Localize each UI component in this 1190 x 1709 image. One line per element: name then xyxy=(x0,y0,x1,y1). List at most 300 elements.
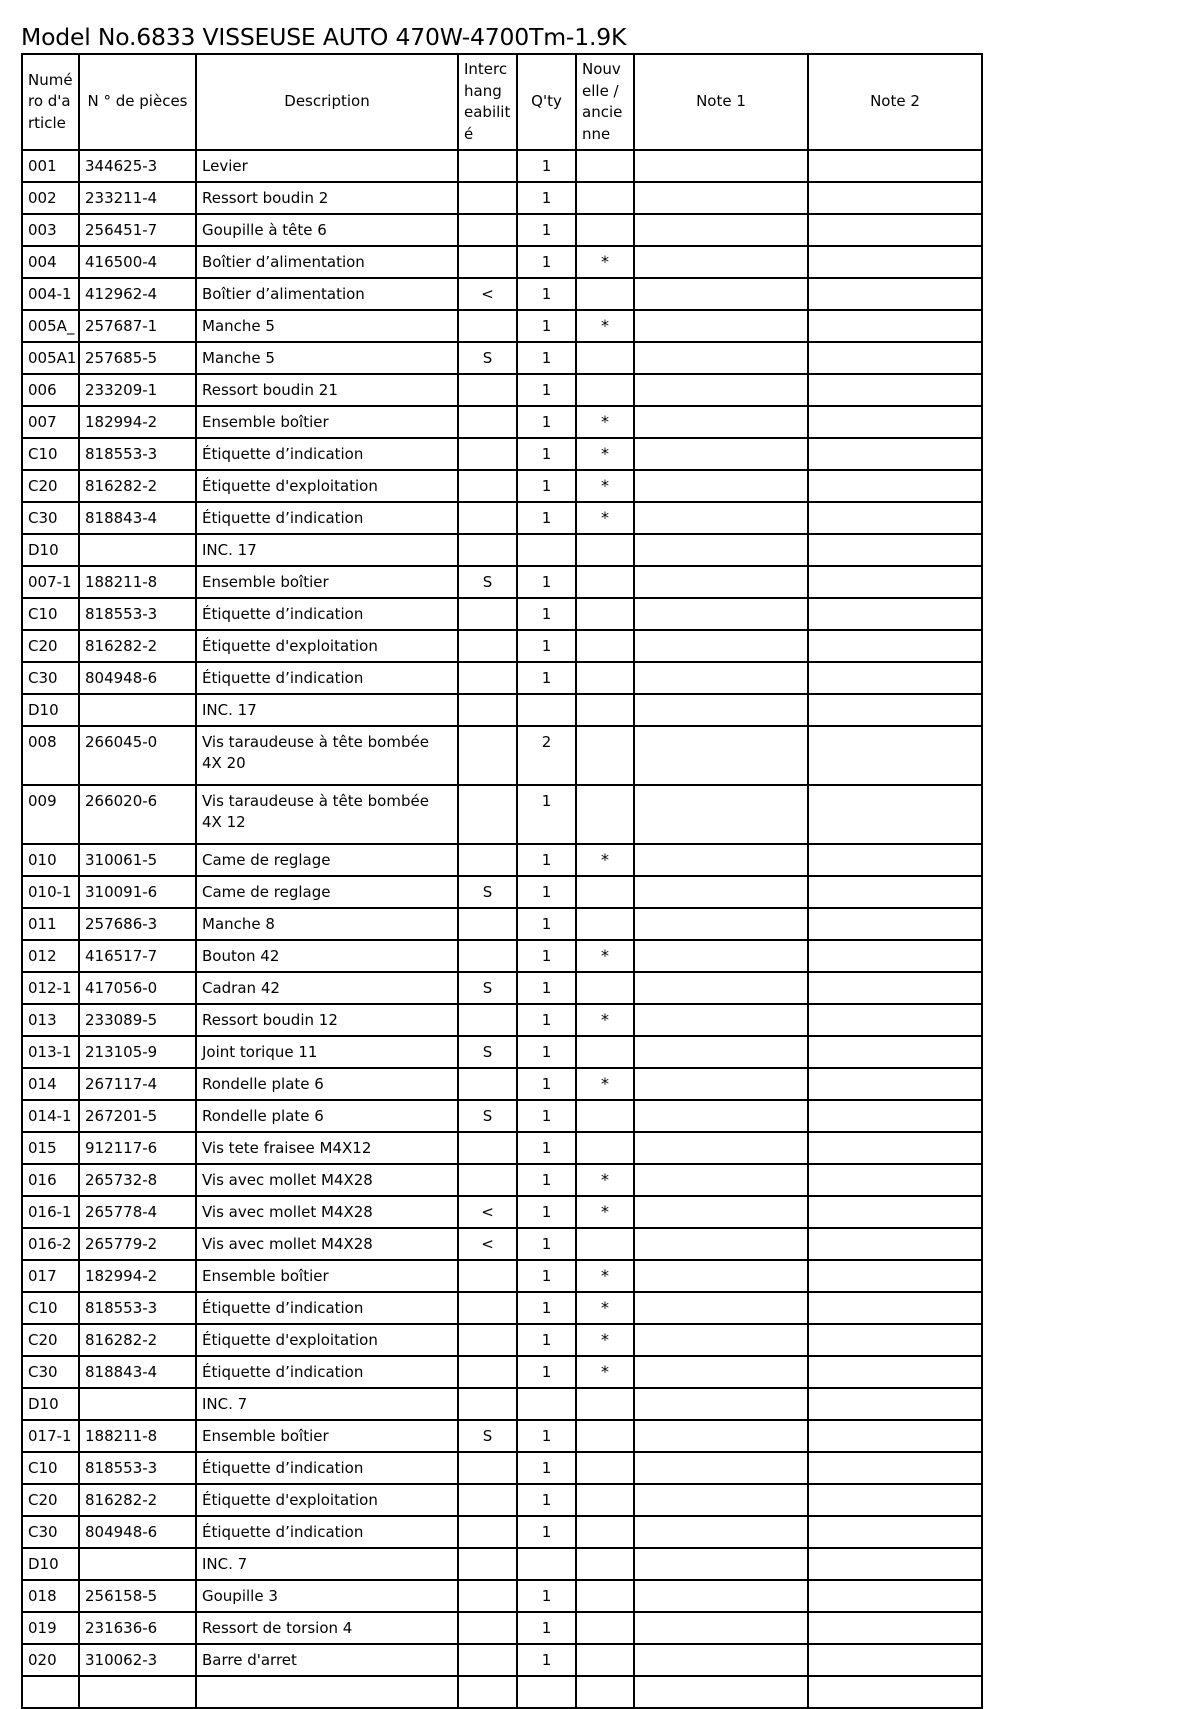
cell-new-old xyxy=(576,534,634,566)
cell-description: Vis taraudeuse à tête bombée 4X 20 xyxy=(196,726,458,785)
cell-item-number: 019 xyxy=(22,1612,79,1644)
cell-part-number: 417056-0 xyxy=(79,972,196,1004)
cell-note-1 xyxy=(634,1516,808,1548)
table-row xyxy=(22,1228,982,1260)
header-new-old: Nouv elle / ancie nne xyxy=(576,54,634,150)
cell-part-number: 257686-3 xyxy=(79,908,196,940)
table-row xyxy=(22,1676,982,1708)
cell-part-number: 233089-5 xyxy=(79,1004,196,1036)
cell-quantity xyxy=(517,1676,576,1708)
cell-note-1 xyxy=(634,908,808,940)
cell-item-number: 010 xyxy=(22,844,79,876)
cell-note-2 xyxy=(808,1612,982,1644)
cell-item-number: C20 xyxy=(22,630,79,662)
cell-note-2 xyxy=(808,1452,982,1484)
cell-quantity: 1 xyxy=(517,406,576,438)
cell-note-2 xyxy=(808,246,982,278)
cell-part-number: 188211-8 xyxy=(79,1420,196,1452)
cell-note-1 xyxy=(634,1100,808,1132)
cell-description: Étiquette d'exploitation xyxy=(196,630,458,662)
cell-note-2 xyxy=(808,502,982,534)
cell-note-1 xyxy=(634,1260,808,1292)
cell-interchangeability xyxy=(458,726,517,785)
cell-new-old xyxy=(576,1100,634,1132)
cell-description xyxy=(196,1676,458,1708)
cell-interchangeability xyxy=(458,1324,517,1356)
cell-new-old xyxy=(576,876,634,908)
cell-description: INC. 7 xyxy=(196,1548,458,1580)
cell-part-number xyxy=(79,1548,196,1580)
cell-description: Manche 5 xyxy=(196,310,458,342)
cell-description: Ressort de torsion 4 xyxy=(196,1612,458,1644)
cell-quantity: 1 xyxy=(517,182,576,214)
cell-part-number: 233211-4 xyxy=(79,182,196,214)
table-row xyxy=(22,1548,982,1580)
cell-new-old xyxy=(576,374,634,406)
header-item-number: Numé ro d'a rticle xyxy=(22,54,79,150)
cell-description: Ensemble boîtier xyxy=(196,1260,458,1292)
cell-item-number: 017 xyxy=(22,1260,79,1292)
cell-part-number: 912117-6 xyxy=(79,1132,196,1164)
cell-quantity: 1 xyxy=(517,844,576,876)
cell-description: Étiquette d’indication xyxy=(196,1356,458,1388)
cell-note-2 xyxy=(808,844,982,876)
table-row xyxy=(22,342,982,374)
cell-note-1 xyxy=(634,876,808,908)
table-row xyxy=(22,598,982,630)
cell-interchangeability xyxy=(458,502,517,534)
cell-note-2 xyxy=(808,1260,982,1292)
cell-part-number: 310061-5 xyxy=(79,844,196,876)
cell-note-1 xyxy=(634,502,808,534)
cell-description: Joint torique 11 xyxy=(196,1036,458,1068)
cell-note-1 xyxy=(634,470,808,502)
cell-note-1 xyxy=(634,246,808,278)
cell-quantity xyxy=(517,534,576,566)
cell-quantity: 1 xyxy=(517,1036,576,1068)
cell-new-old xyxy=(576,566,634,598)
cell-interchangeability: S xyxy=(458,972,517,1004)
cell-part-number: 816282-2 xyxy=(79,1324,196,1356)
parts-table xyxy=(21,53,983,1709)
table-row xyxy=(22,1516,982,1548)
cell-new-old: * xyxy=(576,1260,634,1292)
cell-note-2 xyxy=(808,694,982,726)
cell-new-old: * xyxy=(576,470,634,502)
cell-description: Étiquette d’indication xyxy=(196,662,458,694)
cell-quantity: 1 xyxy=(517,1004,576,1036)
cell-quantity: 1 xyxy=(517,1420,576,1452)
cell-item-number: 002 xyxy=(22,182,79,214)
cell-new-old xyxy=(576,1420,634,1452)
cell-note-2 xyxy=(808,1548,982,1580)
cell-note-1 xyxy=(634,1196,808,1228)
table-row xyxy=(22,1100,982,1132)
cell-part-number: 416517-7 xyxy=(79,940,196,972)
cell-item-number: C10 xyxy=(22,598,79,630)
cell-item-number: 010-1 xyxy=(22,876,79,908)
cell-description: Vis avec mollet M4X28 xyxy=(196,1196,458,1228)
cell-item-number: C10 xyxy=(22,1452,79,1484)
cell-part-number: 818553-3 xyxy=(79,1452,196,1484)
table-row xyxy=(22,785,982,844)
cell-note-2 xyxy=(808,1068,982,1100)
cell-item-number: 016-2 xyxy=(22,1228,79,1260)
cell-description: Étiquette d’indication xyxy=(196,438,458,470)
table-row xyxy=(22,844,982,876)
cell-interchangeability: S xyxy=(458,1100,517,1132)
cell-note-1 xyxy=(634,1292,808,1324)
cell-quantity: 1 xyxy=(517,1452,576,1484)
cell-item-number: C20 xyxy=(22,470,79,502)
cell-new-old: * xyxy=(576,1068,634,1100)
cell-description: Étiquette d’indication xyxy=(196,1292,458,1324)
cell-description: Came de reglage xyxy=(196,876,458,908)
cell-new-old: * xyxy=(576,1004,634,1036)
cell-part-number: 804948-6 xyxy=(79,662,196,694)
cell-note-1 xyxy=(634,1388,808,1420)
cell-interchangeability xyxy=(458,1676,517,1708)
cell-item-number: 016 xyxy=(22,1164,79,1196)
cell-new-old: * xyxy=(576,502,634,534)
cell-item-number: C20 xyxy=(22,1324,79,1356)
cell-quantity: 1 xyxy=(517,1484,576,1516)
table-row xyxy=(22,438,982,470)
cell-part-number: 188211-8 xyxy=(79,566,196,598)
table-row xyxy=(22,1004,982,1036)
cell-description: Étiquette d’indication xyxy=(196,598,458,630)
table-row xyxy=(22,1068,982,1100)
cell-quantity: 1 xyxy=(517,1644,576,1676)
cell-item-number: 003 xyxy=(22,214,79,246)
cell-note-1 xyxy=(634,214,808,246)
cell-quantity: 1 xyxy=(517,438,576,470)
cell-new-old xyxy=(576,1388,634,1420)
cell-interchangeability xyxy=(458,908,517,940)
cell-note-1 xyxy=(634,1580,808,1612)
cell-note-2 xyxy=(808,310,982,342)
cell-description: Goupille 3 xyxy=(196,1580,458,1612)
cell-new-old xyxy=(576,182,634,214)
cell-interchangeability xyxy=(458,1356,517,1388)
cell-new-old: * xyxy=(576,1164,634,1196)
cell-note-1 xyxy=(634,1484,808,1516)
cell-interchangeability xyxy=(458,630,517,662)
cell-note-2 xyxy=(808,374,982,406)
cell-interchangeability xyxy=(458,470,517,502)
table-row xyxy=(22,1356,982,1388)
cell-quantity xyxy=(517,694,576,726)
cell-interchangeability: S xyxy=(458,876,517,908)
cell-interchangeability xyxy=(458,182,517,214)
cell-item-number: 001 xyxy=(22,150,79,182)
cell-quantity xyxy=(517,1548,576,1580)
cell-note-2 xyxy=(808,406,982,438)
cell-quantity: 1 xyxy=(517,1292,576,1324)
cell-note-2 xyxy=(808,1100,982,1132)
table-row xyxy=(22,1196,982,1228)
cell-note-2 xyxy=(808,1164,982,1196)
cell-interchangeability xyxy=(458,1644,517,1676)
cell-note-2 xyxy=(808,1644,982,1676)
cell-note-2 xyxy=(808,438,982,470)
header-note-1: Note 1 xyxy=(634,54,808,150)
cell-description: Étiquette d’indication xyxy=(196,1452,458,1484)
cell-description: Ensemble boîtier xyxy=(196,406,458,438)
cell-new-old xyxy=(576,150,634,182)
cell-note-2 xyxy=(808,182,982,214)
cell-part-number: 816282-2 xyxy=(79,630,196,662)
cell-note-1 xyxy=(634,844,808,876)
cell-new-old: * xyxy=(576,1356,634,1388)
cell-new-old: * xyxy=(576,940,634,972)
cell-new-old xyxy=(576,726,634,785)
cell-item-number: D10 xyxy=(22,694,79,726)
cell-description: INC. 7 xyxy=(196,1388,458,1420)
cell-part-number: 265778-4 xyxy=(79,1196,196,1228)
table-row xyxy=(22,1132,982,1164)
cell-item-number: 012-1 xyxy=(22,972,79,1004)
cell-note-1 xyxy=(634,1036,808,1068)
header-part-number: N ° de pièces xyxy=(79,54,196,150)
cell-interchangeability xyxy=(458,1388,517,1420)
cell-new-old xyxy=(576,1484,634,1516)
cell-note-1 xyxy=(634,534,808,566)
cell-note-2 xyxy=(808,1228,982,1260)
cell-new-old: * xyxy=(576,1196,634,1228)
cell-note-2 xyxy=(808,972,982,1004)
cell-new-old xyxy=(576,1644,634,1676)
cell-interchangeability xyxy=(458,1004,517,1036)
cell-note-1 xyxy=(634,1676,808,1708)
cell-quantity: 1 xyxy=(517,598,576,630)
cell-interchangeability xyxy=(458,940,517,972)
cell-note-2 xyxy=(808,214,982,246)
cell-part-number: 818843-4 xyxy=(79,1356,196,1388)
cell-interchangeability: S xyxy=(458,342,517,374)
cell-note-2 xyxy=(808,1484,982,1516)
table-row xyxy=(22,1260,982,1292)
cell-item-number: 017-1 xyxy=(22,1420,79,1452)
cell-description: Cadran 42 xyxy=(196,972,458,1004)
cell-note-2 xyxy=(808,785,982,844)
table-row xyxy=(22,310,982,342)
cell-quantity: 1 xyxy=(517,374,576,406)
cell-quantity: 1 xyxy=(517,310,576,342)
cell-note-1 xyxy=(634,1452,808,1484)
cell-new-old xyxy=(576,694,634,726)
cell-part-number: 231636-6 xyxy=(79,1612,196,1644)
cell-description: Étiquette d'exploitation xyxy=(196,1484,458,1516)
cell-interchangeability xyxy=(458,662,517,694)
cell-quantity: 1 xyxy=(517,1164,576,1196)
cell-quantity: 1 xyxy=(517,940,576,972)
cell-note-1 xyxy=(634,940,808,972)
cell-note-2 xyxy=(808,534,982,566)
cell-new-old: * xyxy=(576,310,634,342)
cell-part-number: 182994-2 xyxy=(79,406,196,438)
cell-item-number: 014-1 xyxy=(22,1100,79,1132)
cell-item-number: D10 xyxy=(22,534,79,566)
cell-interchangeability: < xyxy=(458,278,517,310)
parts-table-body xyxy=(22,150,982,1708)
cell-description: INC. 17 xyxy=(196,694,458,726)
table-row xyxy=(22,374,982,406)
cell-quantity: 1 xyxy=(517,662,576,694)
cell-item-number: 005A1 xyxy=(22,342,79,374)
cell-item-number: D10 xyxy=(22,1388,79,1420)
cell-part-number: 818553-3 xyxy=(79,1292,196,1324)
cell-quantity: 1 xyxy=(517,630,576,662)
cell-quantity: 1 xyxy=(517,1516,576,1548)
cell-interchangeability: < xyxy=(458,1228,517,1260)
table-row xyxy=(22,502,982,534)
cell-part-number: 257685-5 xyxy=(79,342,196,374)
cell-interchangeability xyxy=(458,1132,517,1164)
cell-new-old xyxy=(576,278,634,310)
cell-new-old xyxy=(576,1452,634,1484)
cell-interchangeability: S xyxy=(458,566,517,598)
header-interchangeability: Interc hang eabilit é xyxy=(458,54,517,150)
table-row xyxy=(22,1612,982,1644)
cell-part-number: 266020-6 xyxy=(79,785,196,844)
cell-note-2 xyxy=(808,1580,982,1612)
cell-note-2 xyxy=(808,1004,982,1036)
cell-quantity: 1 xyxy=(517,908,576,940)
cell-item-number: C30 xyxy=(22,502,79,534)
cell-item-number: 018 xyxy=(22,1580,79,1612)
cell-new-old: * xyxy=(576,406,634,438)
cell-item-number: 006 xyxy=(22,374,79,406)
cell-new-old xyxy=(576,1228,634,1260)
cell-description: Étiquette d'exploitation xyxy=(196,470,458,502)
cell-note-1 xyxy=(634,406,808,438)
cell-description: Vis avec mollet M4X28 xyxy=(196,1164,458,1196)
cell-part-number xyxy=(79,1388,196,1420)
cell-quantity: 1 xyxy=(517,1580,576,1612)
cell-quantity: 1 xyxy=(517,470,576,502)
cell-description: Boîtier d’alimentation xyxy=(196,246,458,278)
cell-note-2 xyxy=(808,662,982,694)
cell-interchangeability xyxy=(458,1164,517,1196)
cell-quantity: 1 xyxy=(517,1068,576,1100)
cell-description: Boîtier d’alimentation xyxy=(196,278,458,310)
cell-note-2 xyxy=(808,1196,982,1228)
cell-item-number: 004-1 xyxy=(22,278,79,310)
cell-interchangeability xyxy=(458,1068,517,1100)
cell-interchangeability xyxy=(458,310,517,342)
table-row xyxy=(22,1580,982,1612)
cell-note-1 xyxy=(634,278,808,310)
cell-description: Ressort boudin 2 xyxy=(196,182,458,214)
table-row xyxy=(22,1484,982,1516)
cell-part-number: 818553-3 xyxy=(79,438,196,470)
table-header-row xyxy=(22,54,982,150)
cell-note-1 xyxy=(634,1324,808,1356)
cell-new-old xyxy=(576,785,634,844)
cell-description: Bouton 42 xyxy=(196,940,458,972)
cell-description: Vis tete fraisee M4X12 xyxy=(196,1132,458,1164)
table-row xyxy=(22,940,982,972)
cell-description: Rondelle plate 6 xyxy=(196,1100,458,1132)
table-row xyxy=(22,1644,982,1676)
cell-item-number: 013-1 xyxy=(22,1036,79,1068)
cell-note-1 xyxy=(634,1132,808,1164)
table-row xyxy=(22,630,982,662)
cell-new-old xyxy=(576,598,634,630)
cell-note-2 xyxy=(808,1388,982,1420)
cell-quantity: 1 xyxy=(517,1132,576,1164)
cell-note-2 xyxy=(808,1356,982,1388)
table-row xyxy=(22,182,982,214)
cell-part-number: 818843-4 xyxy=(79,502,196,534)
cell-item-number xyxy=(22,1676,79,1708)
cell-part-number xyxy=(79,534,196,566)
cell-note-1 xyxy=(634,1164,808,1196)
cell-note-1 xyxy=(634,438,808,470)
table-row xyxy=(22,246,982,278)
cell-note-1 xyxy=(634,598,808,630)
cell-item-number: 015 xyxy=(22,1132,79,1164)
cell-note-2 xyxy=(808,1132,982,1164)
cell-part-number: 257687-1 xyxy=(79,310,196,342)
cell-item-number: 020 xyxy=(22,1644,79,1676)
cell-interchangeability xyxy=(458,1452,517,1484)
cell-quantity: 1 xyxy=(517,342,576,374)
cell-interchangeability xyxy=(458,214,517,246)
cell-description: Goupille à tête 6 xyxy=(196,214,458,246)
cell-description: Levier xyxy=(196,150,458,182)
table-row xyxy=(22,1388,982,1420)
cell-note-2 xyxy=(808,1324,982,1356)
cell-part-number: 816282-2 xyxy=(79,1484,196,1516)
cell-note-1 xyxy=(634,566,808,598)
cell-part-number: 816282-2 xyxy=(79,470,196,502)
cell-interchangeability xyxy=(458,844,517,876)
header-note-2: Note 2 xyxy=(808,54,982,150)
cell-quantity: 1 xyxy=(517,1228,576,1260)
cell-new-old xyxy=(576,342,634,374)
cell-description: Étiquette d'exploitation xyxy=(196,1324,458,1356)
cell-item-number: 009 xyxy=(22,785,79,844)
cell-interchangeability xyxy=(458,150,517,182)
cell-part-number: 344625-3 xyxy=(79,150,196,182)
cell-description: Vis taraudeuse à tête bombée 4X 12 xyxy=(196,785,458,844)
cell-description: Manche 8 xyxy=(196,908,458,940)
cell-description: Manche 5 xyxy=(196,342,458,374)
cell-quantity: 1 xyxy=(517,246,576,278)
cell-note-2 xyxy=(808,630,982,662)
cell-note-1 xyxy=(634,1068,808,1100)
page-title: Model No.6833 VISSEUSE AUTO 470W-4700Tm-1.9K xyxy=(21,23,627,51)
table-row xyxy=(22,1452,982,1484)
cell-interchangeability: S xyxy=(458,1420,517,1452)
cell-interchangeability: S xyxy=(458,1036,517,1068)
cell-new-old: * xyxy=(576,1292,634,1324)
table-row xyxy=(22,662,982,694)
cell-interchangeability xyxy=(458,1260,517,1292)
cell-quantity: 1 xyxy=(517,1612,576,1644)
cell-quantity: 1 xyxy=(517,876,576,908)
cell-item-number: 004 xyxy=(22,246,79,278)
cell-note-2 xyxy=(808,150,982,182)
cell-note-1 xyxy=(634,1356,808,1388)
cell-description: Ensemble boîtier xyxy=(196,566,458,598)
cell-note-2 xyxy=(808,598,982,630)
cell-quantity: 1 xyxy=(517,1324,576,1356)
cell-note-1 xyxy=(634,374,808,406)
table-row xyxy=(22,534,982,566)
